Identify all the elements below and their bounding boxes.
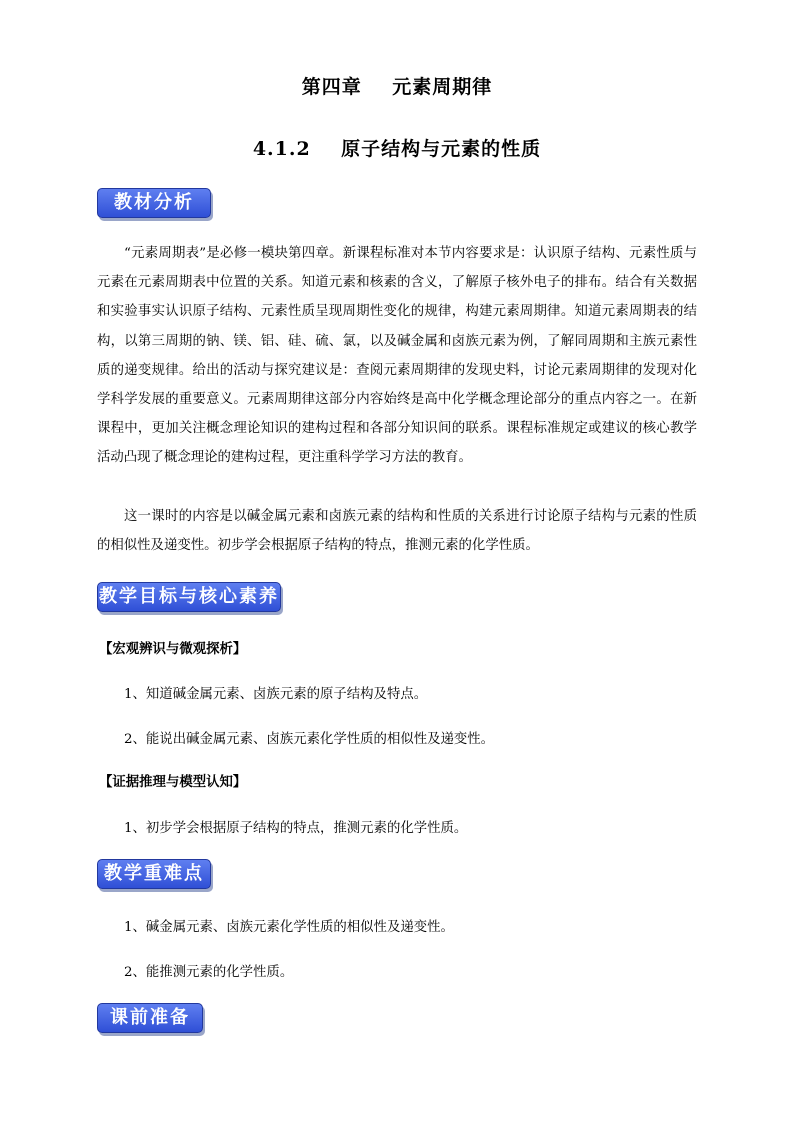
analysis-paragraph-2 (97, 502, 697, 560)
badge-textbook-analysis: 教材分析 (97, 188, 211, 218)
badge-key-points: 教学重难点 (97, 859, 211, 889)
chapter-title: 第四章 元素周期律 (301, 76, 493, 98)
objective-heading-evidence-model: 【证据推理与模型认知】 (99, 775, 247, 790)
key-point-item: 1、碱金属元素、卤族元素化学性质的相似性及递变性。 (124, 920, 454, 935)
objective-item: 1、初步学会根据原子结构的特点，推测元素的化学性质。 (124, 821, 468, 836)
key-point-item: 2、能推测元素的化学性质。 (124, 965, 294, 980)
analysis-text-2: 这一课时的内容是以碱金属元素和卤族元素的结构和性质的关系进行讨论原子结构与元素的性质的相似性及递变性。初步学会根据原子结构的特点，推测元素的化学性质。 (97, 509, 697, 554)
section-title: 4.1.2 原子结构与元素的性质 (252, 138, 542, 160)
objective-item: 1、知道碱金属元素、卤族元素的原子结构及特点。 (124, 687, 428, 702)
badge-objectives: 教学目标与核心素养 (97, 582, 281, 612)
badge-preparation: 课前准备 (97, 1003, 203, 1033)
objective-heading-macro-micro: 【宏观辨识与微观探析】 (99, 642, 247, 657)
analysis-paragraph-1 (97, 239, 697, 473)
analysis-text-1: “元素周期表”是必修一模块第四章。新课程标准对本节内容要求是：认识原子结构、元素性质与元素在元素周期表中位置的关系。知道元素和核素的含义，了解原子核外电子的排布。结合有关数据和实验事实认识原子结构、元素性质呈现周期性变化的规律，构建元素周期律。知道元素周期表的结构，以第三周期的钠、镁、铝、硅、硫、氯，以及碱金属和卤族元素为例，了解同周期和主族元素性质的递变规律。给出的活动与探究建议是：查阅元素周期律的发现史料，讨论元素周期律的发现对化学科学发展的重要意义。元素周期律这部分内容始终是高中化学概念理论部分的重点内容之一。在新课程中，更加关注概念理论知识的建构过程和各部分知识间的联系。课程标准规定或建议的核心教学活动凸现了概念理论的建构过程，更注重科学学习方法的教育。 (97, 246, 697, 466)
objective-item: 2、能说出碱金属元素、卤族元素化学性质的相似性及递变性。 (124, 732, 495, 747)
